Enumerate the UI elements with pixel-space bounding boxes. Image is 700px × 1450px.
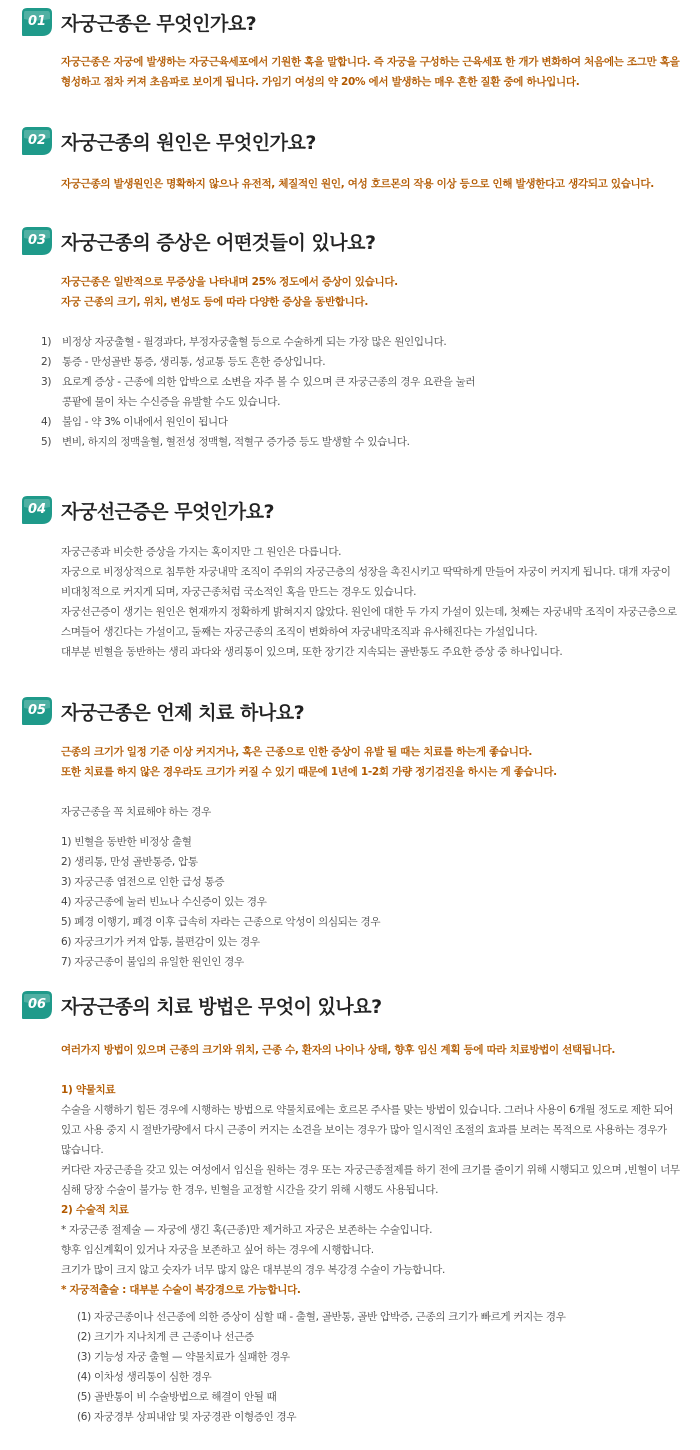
- list-item: 4) 자궁근종에 눌러 빈뇨나 수신증이 있는 경우: [61, 896, 267, 908]
- section-4-header: [21, 495, 274, 525]
- section-2-header: [21, 126, 316, 156]
- section-number-badge: 04: [21, 495, 53, 525]
- list-item: (4) 이차성 생리통이 심한 경우: [77, 1371, 212, 1383]
- section-number-badge: 01: [21, 7, 53, 37]
- list-item: 콩팥에 물이 차는 수신증을 유발할 수도 있습니다.: [62, 396, 281, 408]
- section-5-header: [21, 696, 304, 726]
- list-item: 3): [41, 376, 52, 388]
- list-item: 변비, 하지의 정맥울혈, 혈전성 정맥혈, 적혈구 증가증 등도 발생할 수 있습니다.: [62, 436, 410, 448]
- section-6-header: [21, 990, 382, 1020]
- list-item: 비정상 자궁출혈 - 월경과다, 부정자궁출혈 등으로 수술하게 되는 가장 많은 원인입니다.: [62, 336, 447, 348]
- list-item: 6) 자궁크기가 커져 압통, 불편감이 있는 경우: [61, 936, 260, 948]
- list-item: (5) 골반통이 비 수술방법으로 해결이 안될 때: [77, 1391, 277, 1403]
- section-title: 자궁근종은 무엇인가요?: [61, 12, 257, 35]
- section-1-text: 자궁근종은 자궁에 발생하는 자궁근육세포에서 기원한 혹을 말합니다. 즉 자궁을 구성하는 근육세포 한 개가 변화하여 처음에는 조그만 혹을 형성하고 점차 커져 초음파로 보이게 됩니다. 가임기 여성의 약 20% 에서 발생하는 매우 흔한 질환 중에 하나입니다.: [61, 56, 680, 88]
- drug-therapy-heading: 1) 약물치료: [61, 1084, 116, 1096]
- section-3-header: [21, 226, 376, 256]
- list-item: 4): [41, 416, 52, 428]
- section-title: 자궁근종의 증상은 어떤것들이 있나요?: [61, 231, 376, 254]
- section-number-badge: 02: [21, 126, 53, 156]
- list-item: 7) 자궁근종이 불임의 유일한 원인인 경우: [61, 956, 244, 968]
- section-title: 자궁선근증은 무엇인가요?: [61, 500, 275, 523]
- section-title: 자궁근종의 원인은 무엇인가요?: [61, 131, 316, 154]
- list-item: (1) 자궁근종이나 선근종에 의한 증상이 심할 때 - 출혈, 골반통, 골반 압박증, 근종의 크기가 빠르게 커지는 경우: [77, 1311, 566, 1323]
- list-item: 3) 자궁근종 염전으로 인한 급성 통증: [61, 876, 225, 888]
- section-number-badge: 06: [21, 990, 53, 1020]
- treatment-criteria-list: [61, 832, 691, 972]
- section-number-badge: 05: [21, 696, 53, 726]
- list-item: 1) 빈혈을 동반한 비정상 출혈: [61, 836, 192, 848]
- list-item: 5): [41, 436, 52, 448]
- section-6-intro: 여러가지 방법이 있으며 근종의 크기와 위치, 근종 수, 환자의 나이나 상태, 향후 임신 계획 등에 따라 치료방법이 선택됩니다.: [61, 1044, 616, 1056]
- section-5-text: 근종의 크기가 일정 기준 이상 커지거나, 혹은 근종으로 인한 증상이 유발 될 때는 치료를 하는게 좋습니다. 또한 치료를 하지 않은 경우라도 크기가 커질 수 있기 때문에 1년에 1-2회 가량 정기검진을 하시는 게 좋습니다.: [61, 746, 557, 778]
- hysterectomy-list: [77, 1307, 692, 1427]
- hysterectomy-heading: * 자궁적출술 : 대부분 수술이 복강경으로 가능합니다.: [61, 1284, 301, 1296]
- list-item: 5) 폐경 이행기, 폐경 이후 급속히 자라는 근종으로 악성이 의심되는 경우: [61, 916, 381, 928]
- list-item: 2): [41, 356, 52, 368]
- surgery-text: * 자궁근종 절제술 — 자궁에 생긴 혹(근종)만 제거하고 자궁은 보존하는 수술입니다. 향후 임신계획이 있거나 자궁을 보존하고 싶어 하는 경우에 시행합니다. 크기가 많이 크지 않고 숫자가 너무 많지 않은 대부분의 경우 복강경 수술이 가능합니다.: [61, 1224, 445, 1276]
- list-item: 불임 - 약 3% 이내에서 원인이 됩니다: [62, 416, 228, 428]
- section-number-badge: 03: [21, 226, 53, 256]
- list-item: (6) 자궁경부 상피내암 및 자궁경관 이형증인 경우: [77, 1411, 297, 1423]
- treatment-criteria-heading: 자궁근종을 꼭 치료해야 하는 경우: [61, 806, 211, 818]
- list-item: 2) 생리통, 만성 골반통증, 압통: [61, 856, 198, 868]
- section-title: 자궁근종은 언제 치료 하나요?: [61, 701, 305, 724]
- drug-therapy-text: 수술을 시행하기 힘든 경우에 시행하는 방법으로 약물치료에는 호르몬 주사를 맞는 방법이 있습니다. 그러나 사용이 6개월 정도로 제한 되어 있고 사용 중지 시 절반가량에서 다시 근종이 커지는 소견을 보이는 경우가 많아 일시적인 조절의 효과를 보려는 목적으로 사용하는 경우가 많습니다. 커다란 자궁근종을 갖고 있는 여성에서 임신을 원하는 경우 또는 자궁근종절제를 하기 전에 크기를 줄이기 위해 시행되고 있으며 ,빈혈이 너무 심해 당장 수술이 불가능 한 경우, 빈혈을 교정할 시간을 갖기 위해 시행도 사용됩니다.: [61, 1104, 680, 1196]
- list-item: 통증 - 만성골반 통증, 생리통, 성교통 등도 흔한 증상입니다.: [62, 356, 326, 368]
- surgery-heading: 2) 수술적 치료: [61, 1204, 129, 1216]
- list-item: 요로계 증상 - 근종에 의한 압박으로 소변을 자주 볼 수 있으며 큰 자궁근종의 경우 요관을 눌러: [62, 376, 476, 388]
- list-item: (3) 기능성 자궁 출혈 — 약물치료가 실패한 경우: [77, 1351, 290, 1363]
- section-4-text: 자궁근종과 비슷한 증상을 가지는 혹이지만 그 원인은 다릅니다. 자궁으로 비정상적으로 침투한 자궁내막 조직이 주위의 자궁근층의 성장을 촉진시키고 딱딱하게 만들어 자궁이 커지게 됩니다. 대개 자궁이 비대칭적으로 커지게 되며, 자궁근종처럼 국소적인 혹을 만드는 경우도 있습니다. 자궁선근증이 생기는 원인은 현재까지 정확하게 밝혀지지 않았다. 원인에 대한 두 가지 가설이 있는데, 첫째는 자궁내막 조직이 자궁근층으로 스며들어 생긴다는 가설이고, 둘째는 자궁근종의 조직이 변화하여 자궁내막조직과 유사해진다는 가설입니다. 대부분 빈혈을 동반하는 생리 과다와 생리통이 있으며, 또한 장기간 지속되는 골반통도 주요한 증상 중 하나입니다.: [61, 546, 677, 658]
- list-item: (2) 크기가 지나치게 큰 근종이나 선근증: [77, 1331, 254, 1343]
- section-title: 자궁근종의 치료 방법은 무엇이 있나요?: [61, 995, 382, 1018]
- section-1-header: [21, 7, 256, 37]
- section-2-text: 자궁근종의 발생원인은 명확하지 않으나 유전적, 체질적인 원인, 여성 호르몬의 작용 이상 등으로 인해 발생한다고 생각되고 있습니다.: [61, 178, 654, 190]
- section-3-text: 자궁근종은 일반적으로 무증상을 나타내며 25% 정도에서 증상이 있습니다. 자궁 근종의 크기, 위치, 변성도 등에 따라 다양한 증상을 동반합니다.: [61, 276, 398, 308]
- list-item: 1): [41, 336, 52, 348]
